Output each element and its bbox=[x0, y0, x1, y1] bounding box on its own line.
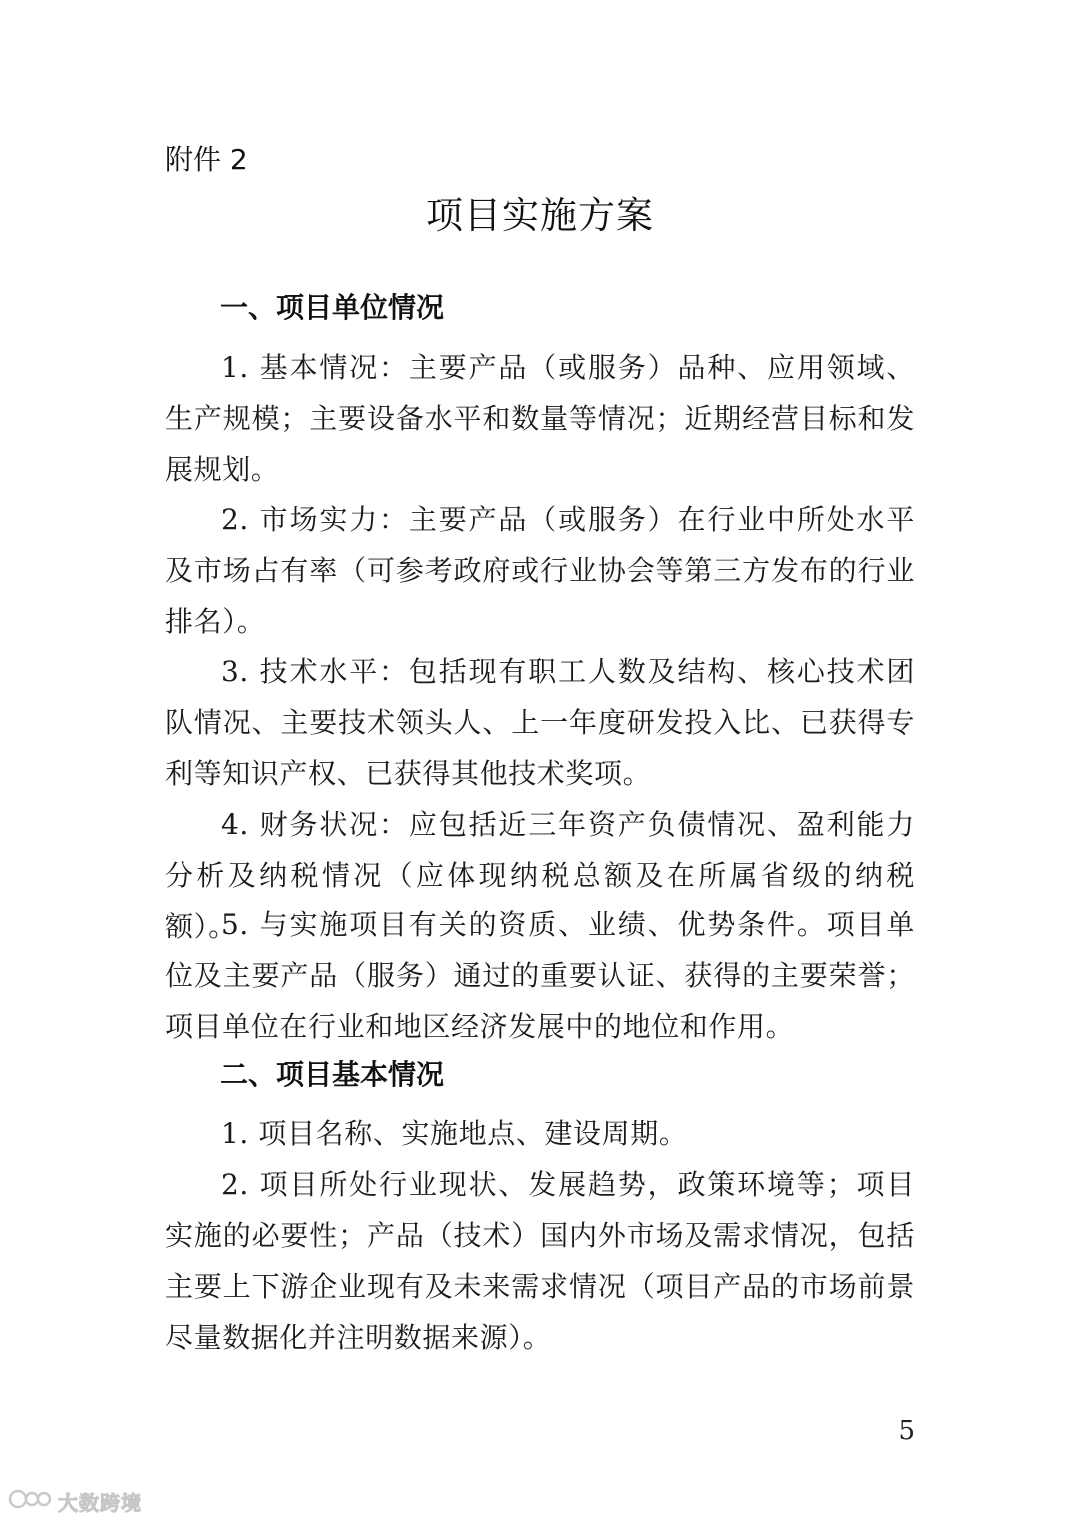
section-heading-2: 二、项目基本情况 bbox=[220, 1058, 445, 1091]
paragraph-qualifications: 5. 与实施项目有关的资质、业绩、优势条件。项目单位及主要产品（服务）通过的重要认证、获得的主要荣誉；项目单位在行业和地区经济发展中的地位和作用。 bbox=[165, 908, 915, 1043]
paragraph-financial-status: 4. 财务状况：应包括近三年资产负债情况、盈利能力分析及纳税情况（应体现纳税总额及在所属省级的纳税额）。 bbox=[165, 808, 915, 943]
paragraph-tech-level: 3. 技术水平：包括现有职工人数及结构、核心技术团队情况、主要技术领头人、上一年度研发投入比、已获得专利等知识产权、已获得其他技术奖项。 bbox=[165, 655, 915, 790]
section-heading-1: 一、项目单位情况 bbox=[220, 291, 445, 324]
attachment-label: 附件 2 bbox=[165, 143, 248, 176]
paragraph-project-name: 1. 项目名称、实施地点、建设周期。 bbox=[221, 1117, 688, 1150]
page-number: 5 bbox=[898, 1416, 915, 1446]
watermark bbox=[8, 1487, 142, 1516]
document-title: 项目实施方案 bbox=[426, 194, 654, 237]
brand-logo-icon bbox=[8, 1487, 54, 1516]
paragraph-market-strength: 2. 市场实力：主要产品（或服务）在行业中所处水平及市场占有率（可参考政府或行业协会等第三方发布的行业排名）。 bbox=[165, 503, 915, 638]
paragraph-industry-status: 2. 项目所处行业现状、发展趋势，政策环境等；项目实施的必要性；产品（技术）国内外市场及需求情况，包括主要上下游企业现有及未来需求情况（项目产品的市场前景尽量数据化并注明数据来源）。 bbox=[165, 1168, 915, 1354]
paragraph-basic-info: 1. 基本情况：主要产品（或服务）品种、应用领域、生产规模；主要设备水平和数量等情况；近期经营目标和发展规划。 bbox=[165, 351, 915, 486]
watermark-text: 大数跨境 bbox=[58, 1491, 142, 1515]
